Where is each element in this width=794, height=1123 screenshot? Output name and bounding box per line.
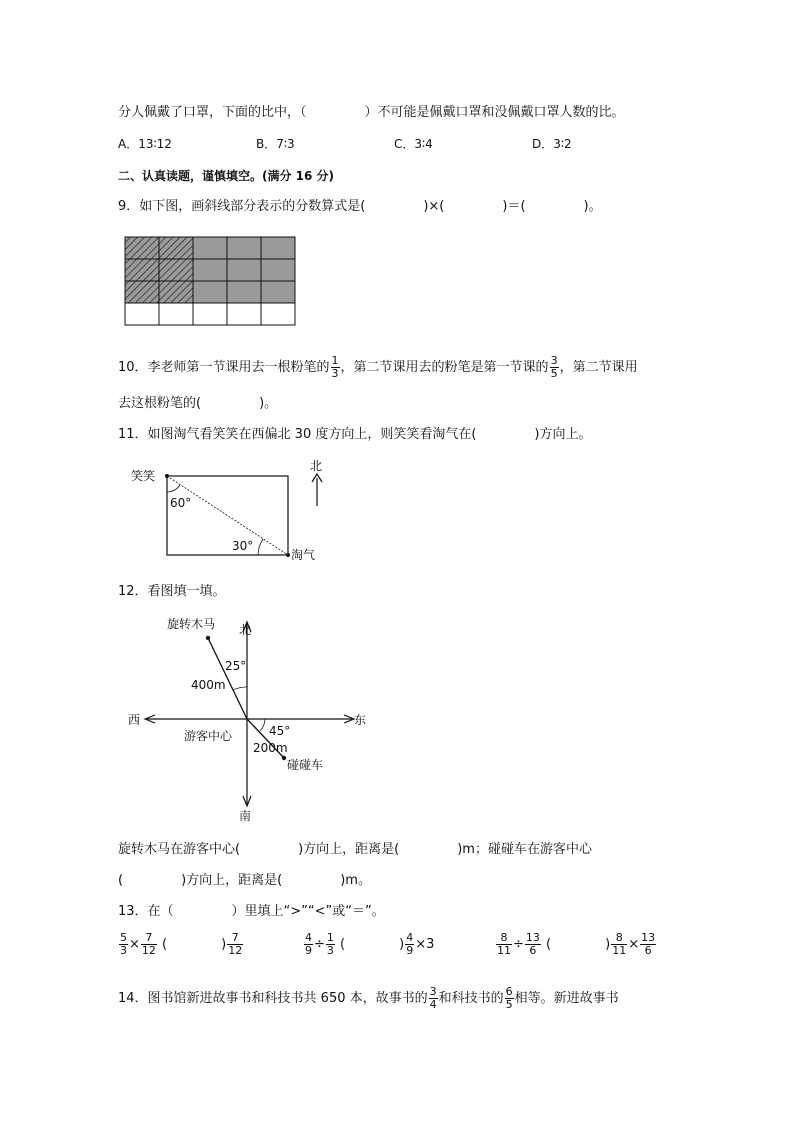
option-c[interactable]: C．3∶4 xyxy=(394,137,433,151)
distance-label: 400m xyxy=(191,678,226,692)
label-east: 东 xyxy=(354,713,367,727)
grid-cell-shaded xyxy=(193,259,227,281)
q11-text: 11．如图淘气看笑笑在西偏北 30 度方向上，则笑笑看淘气在( )方向上。 xyxy=(118,427,592,442)
label-xiaoxiao: 笑笑 xyxy=(131,469,156,483)
label-north: 北 xyxy=(239,623,252,637)
option-a[interactable]: A．13∶12 xyxy=(118,137,172,151)
angle-arc xyxy=(167,485,180,492)
angle-arc xyxy=(260,719,265,731)
fraction: $\frac{4}{9}$ xyxy=(305,931,312,957)
label-bumper: 碰碰车 xyxy=(287,758,324,772)
label-north: 北 xyxy=(310,459,323,473)
fraction: $\frac{1}{3}$ xyxy=(326,931,334,957)
grid-cell-empty xyxy=(159,303,193,325)
angle-arc xyxy=(233,687,247,690)
angle-label: 60° xyxy=(170,496,192,510)
q12-line1: 旋转木马在游客中心( )方向上，距离是( )m；碰碰车在游客中心 xyxy=(118,842,592,857)
q12-title: 12．看图填一填。 xyxy=(118,584,226,599)
angle-arc xyxy=(258,539,263,555)
grid-cell-empty xyxy=(261,303,295,325)
grid-cell-hatched xyxy=(125,237,159,259)
angle-label: 45° xyxy=(269,724,291,738)
grid-cell-shaded xyxy=(227,237,261,259)
label-west: 西 xyxy=(128,713,141,727)
distance-label: 200m xyxy=(253,741,288,755)
grid-cell-shaded xyxy=(193,281,227,303)
q12-line2: ( )方向上，距离是( )m。 xyxy=(118,873,371,888)
compare-item-1: $\frac{5}{3}$ × $\frac{7}{12}$ ( ) $\frac{7}{12}$ xyxy=(120,931,243,957)
grid-cell-shaded xyxy=(261,281,295,303)
fraction: $\frac{13}{6}$ xyxy=(525,931,540,957)
grid-cell-hatched xyxy=(159,281,193,303)
point-bumper xyxy=(282,756,286,760)
label-carousel: 旋转木马 xyxy=(167,617,216,631)
grid-cell-hatched xyxy=(159,259,193,281)
q8-line: 分人佩戴了口罩，下面的比中，（ ）不可能是佩戴口罩和没佩戴口罩人数的比。 xyxy=(118,105,625,120)
label-center: 游客中心 xyxy=(184,729,233,743)
point-taoqi xyxy=(286,553,290,557)
q13-title: 13．在（ ）里填上“>”“<”或“＝”。 xyxy=(118,904,385,919)
grid-cell-hatched xyxy=(125,259,159,281)
grid-cell-empty xyxy=(227,303,261,325)
point-xiaoxiao xyxy=(165,474,169,478)
q14-line1: 14．图书馆新进故事书和科技书共 650 本，故事书的 $\frac{3}{4}$ 和科技书的 $\frac{6}{5}$ 相等。新进故事书 xyxy=(118,985,619,1011)
fraction: $\frac{5}{3}$ xyxy=(120,931,127,957)
fraction: $\frac{13}{6}$ xyxy=(641,931,656,957)
q8-options xyxy=(118,134,670,154)
grid-cell-shaded xyxy=(261,259,295,281)
q9-text: 9．如下图，画斜线部分表示的分数算式是( )×( )＝( )。 xyxy=(118,199,602,214)
grid-cell-shaded xyxy=(227,259,261,281)
angle-label: 25° xyxy=(225,659,247,673)
grid-cell-shaded xyxy=(193,237,227,259)
sightline xyxy=(167,476,288,555)
label-taoqi: 淘气 xyxy=(291,548,316,562)
angle-label: 30° xyxy=(232,539,254,553)
fraction: $\frac{8}{11}$ xyxy=(612,931,627,957)
label-south: 南 xyxy=(239,809,252,823)
option-d[interactable]: D．3∶2 xyxy=(532,137,572,151)
grid-cell-shaded xyxy=(261,237,295,259)
fraction: $\frac{3}{5}$ xyxy=(550,354,558,380)
option-b[interactable]: B．7∶3 xyxy=(256,137,295,151)
grid-cell-shaded xyxy=(227,281,261,303)
q10-line2: 去这根粉笔的( )。 xyxy=(118,396,278,411)
compare-item-2: $\frac{4}{9}$ ÷ $\frac{1}{3}$ ( ) $\frac{4}{9}$ ×3 xyxy=(305,931,435,957)
grid-cell-hatched xyxy=(159,237,193,259)
fraction: $\frac{8}{11}$ xyxy=(497,931,511,957)
direction-figure-q11 xyxy=(128,456,328,568)
fraction-grid-figure xyxy=(124,236,298,328)
fraction: $\frac{7}{12}$ xyxy=(141,931,156,957)
grid-cell-empty xyxy=(125,303,159,325)
fraction: $\frac{7}{12}$ xyxy=(228,931,243,957)
fraction: $\frac{4}{9}$ xyxy=(406,931,414,957)
fraction: $\frac{3}{4}$ xyxy=(429,985,437,1011)
fraction: $\frac{6}{5}$ xyxy=(505,985,513,1011)
grid-cell-empty xyxy=(193,303,227,325)
fraction: $\frac{1}{3}$ xyxy=(331,354,339,380)
grid-cell-hatched xyxy=(125,281,159,303)
compare-item-3: $\frac{8}{11}$ ÷ $\frac{13}{6}$ ( ) $\frac{8}{11}$ × $\frac{13}{6}$ xyxy=(497,931,656,957)
q10-line1: 10．李老师第一节课用去一根粉笔的 $\frac{1}{3}$ ，第二节课用去的粉笔是第一节课的 $\frac{3}{5}$ ，第二节课用 xyxy=(118,354,638,380)
point-carousel xyxy=(206,636,210,640)
direction-figure-q12 xyxy=(124,612,374,826)
section-title: 二、认真读题，谨慎填空。(满分 16 分) xyxy=(118,169,335,183)
